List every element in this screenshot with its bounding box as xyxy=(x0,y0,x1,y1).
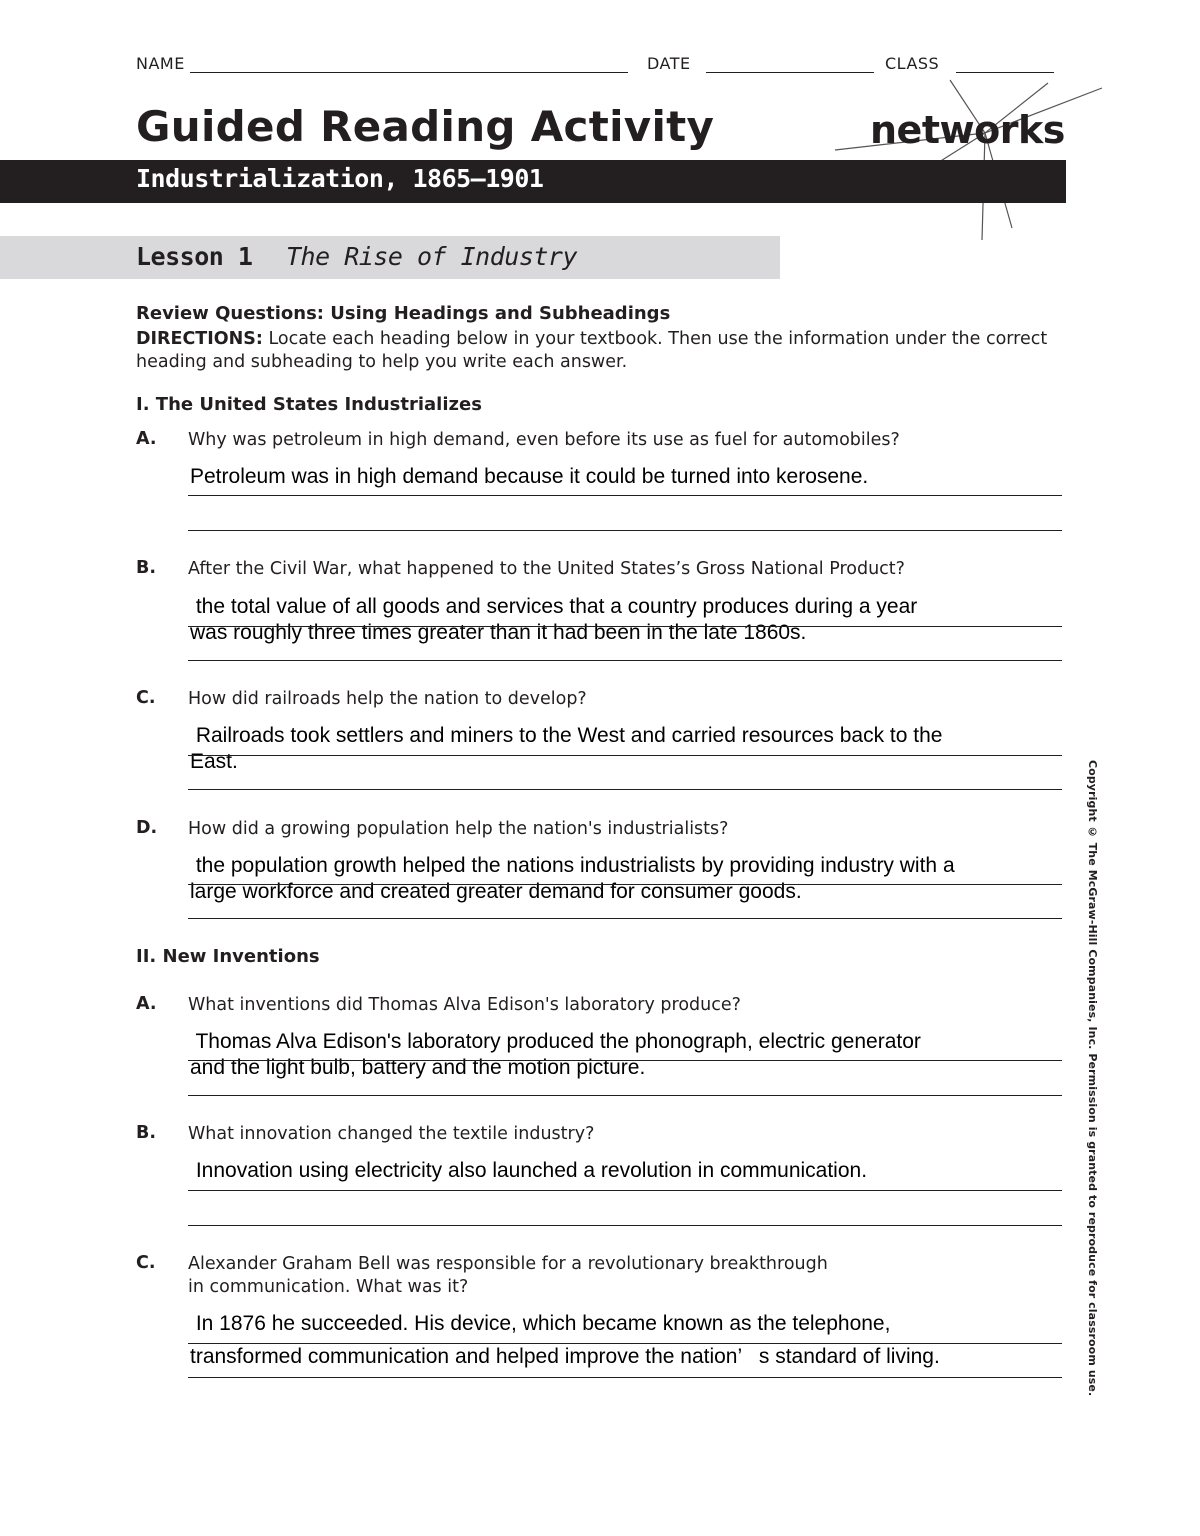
answer-line: Innovation using electricity also launched a revolution in communication. xyxy=(190,1159,868,1182)
answer-rule xyxy=(188,1225,1062,1226)
answer-rule xyxy=(188,495,1062,496)
answer-rule xyxy=(188,1060,1062,1061)
directions xyxy=(136,328,1076,374)
answer-rule xyxy=(188,884,1062,885)
lesson-number: Lesson 1 xyxy=(136,242,253,271)
question-text: After the Civil War, what happened to the United States’s Gross National Product? xyxy=(188,559,905,579)
class-line xyxy=(956,72,1054,73)
answer-line: transformed communication and helped improve the nation’ s standard of living. xyxy=(190,1345,940,1368)
answer-line: and the light bulb, battery and the motion picture. xyxy=(190,1056,646,1079)
answer-rule xyxy=(188,789,1062,790)
question-text: in communication. What was it? xyxy=(188,1277,469,1297)
name-label: NAME xyxy=(136,54,185,73)
answer-line: Petroleum was in high demand because it could be turned into kerosene. xyxy=(190,465,869,488)
section-heading-2: II. New Inventions xyxy=(136,946,320,967)
answer-rule xyxy=(188,626,1062,627)
section-heading-1: I. The United States Industrializes xyxy=(136,394,482,415)
lesson-title: The Rise of Industry xyxy=(286,242,578,271)
review-heading: Review Questions: Using Headings and Subheadings xyxy=(136,303,671,324)
answer-line: was roughly three times greater than it had been in the late 1860s. xyxy=(190,621,807,644)
class-label: CLASS xyxy=(885,54,940,73)
question-text: Why was petroleum in high demand, even before its use as fuel for automobiles? xyxy=(188,430,900,450)
question-letter: A. xyxy=(136,994,157,1014)
page-title: Guided Reading Activity xyxy=(136,102,715,151)
answer-rule xyxy=(188,918,1062,919)
question-text: What innovation changed the textile industry? xyxy=(188,1124,595,1144)
chapter-title: Industrialization, 1865–1901 xyxy=(136,164,544,193)
copyright-notice xyxy=(1086,760,1116,1397)
answer-line: the population growth helped the nations industrialists by providing industry with a xyxy=(190,854,955,877)
answer-line: Thomas Alva Edison's laboratory produced the phonograph, electric generator xyxy=(190,1030,921,1053)
answer-rule xyxy=(188,1190,1062,1191)
date-line xyxy=(706,72,874,73)
question-letter: C. xyxy=(136,688,156,708)
date-label: DATE xyxy=(647,54,691,73)
question-letter: C. xyxy=(136,1253,156,1273)
question-text: What inventions did Thomas Alva Edison's laboratory produce? xyxy=(188,995,741,1015)
question-text: How did railroads help the nation to develop? xyxy=(188,689,587,709)
answer-line: the total value of all goods and services that a country produces during a year xyxy=(190,595,918,618)
directions-label: DIRECTIONS: xyxy=(136,329,263,349)
answer-line: large workforce and created greater demand for consumer goods. xyxy=(190,880,802,903)
question-letter: A. xyxy=(136,429,157,449)
copyright-text: Copyright © The McGraw-Hill Companies, Inc. Permission is granted to reproduce for classroom use. xyxy=(1086,760,1099,1397)
answer-line: Railroads took settlers and miners to the West and carried resources back to the xyxy=(190,724,943,747)
directions-text: Locate each heading below in your textbook. Then use the information under the correct heading and subheading to help you write each answer. xyxy=(136,329,1048,372)
answer-line: East. xyxy=(190,750,238,773)
answer-rule xyxy=(188,660,1062,661)
question-letter: B. xyxy=(136,558,156,578)
networks-logo: networks xyxy=(870,108,1065,152)
answer-rule xyxy=(188,1377,1062,1378)
name-line xyxy=(190,72,628,73)
question-letter: D. xyxy=(136,818,158,838)
answer-line: In 1876 he succeeded. His device, which became known as the telephone, xyxy=(190,1312,891,1335)
answer-rule xyxy=(188,755,1062,756)
answer-rule xyxy=(188,530,1062,531)
question-text: How did a growing population help the nation's industrialists? xyxy=(188,819,729,839)
question-letter: B. xyxy=(136,1123,156,1143)
answer-rule xyxy=(188,1095,1062,1096)
question-text: Alexander Graham Bell was responsible for a revolutionary breakthrough xyxy=(188,1254,828,1274)
